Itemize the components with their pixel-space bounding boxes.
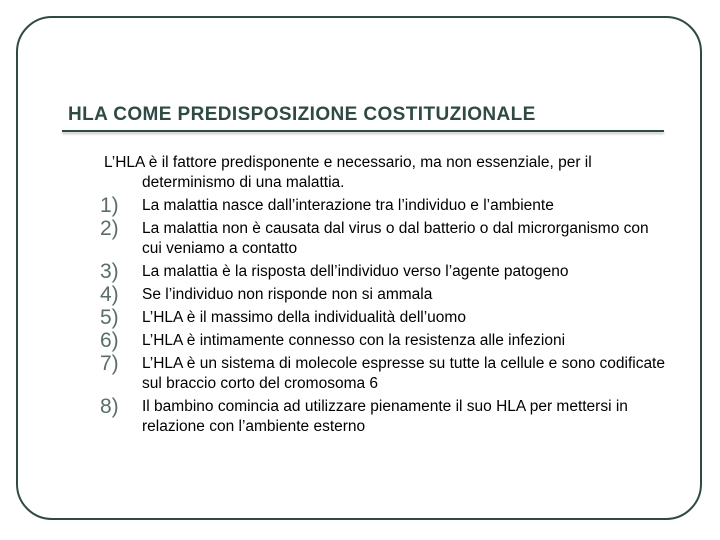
list-number: 3) — [100, 260, 119, 283]
list-text: Il bambino comincia ad utilizzare pienamente il suo HLA per mettersi in relazione con l’ambiente esterno — [142, 398, 628, 435]
list-item — [96, 285, 666, 305]
list-number: 8) — [100, 395, 119, 418]
title-divider — [62, 130, 664, 132]
list-number: 6) — [100, 329, 119, 352]
numbered-list — [96, 196, 666, 440]
list-number: 2) — [100, 217, 119, 240]
list-item — [96, 331, 666, 351]
list-item — [96, 219, 666, 259]
list-item — [96, 354, 666, 394]
list-number: 5) — [100, 306, 119, 329]
intro-paragraph: L’HLA è il fattore predisponente e necessario, ma non essenziale, per il determinismo di una malattia. — [104, 154, 592, 191]
list-item — [96, 308, 666, 328]
list-item — [96, 397, 666, 437]
list-number: 1) — [100, 194, 119, 217]
list-text: L’HLA è un sistema di molecole espresse su tutte la cellule e sono codificate sul braccio corto del cromosoma 6 — [142, 355, 665, 392]
list-text: L’HLA è intimamente connesso con la resistenza alle infezioni — [142, 332, 566, 349]
list-item — [96, 196, 666, 216]
list-text: La malattia non è causata dal virus o dal batterio o dal microrganismo con cui veniamo a contatto — [142, 220, 649, 257]
list-number: 4) — [100, 283, 119, 306]
list-item — [96, 262, 666, 282]
list-text: La malattia nasce dall’interazione tra l’individuo e l’ambiente — [142, 197, 554, 214]
list-text: La malattia è la risposta dell’individuo verso l’agente patogeno — [142, 263, 569, 280]
list-number: 7) — [100, 352, 119, 375]
slide-title: HLA COME PREDISPOSIZIONE COSTITUZIONALE — [68, 104, 536, 125]
list-text: L’HLA è il massimo della individualità dell’uomo — [142, 309, 466, 326]
list-text: Se l’individuo non risponde non si ammala — [142, 286, 433, 303]
